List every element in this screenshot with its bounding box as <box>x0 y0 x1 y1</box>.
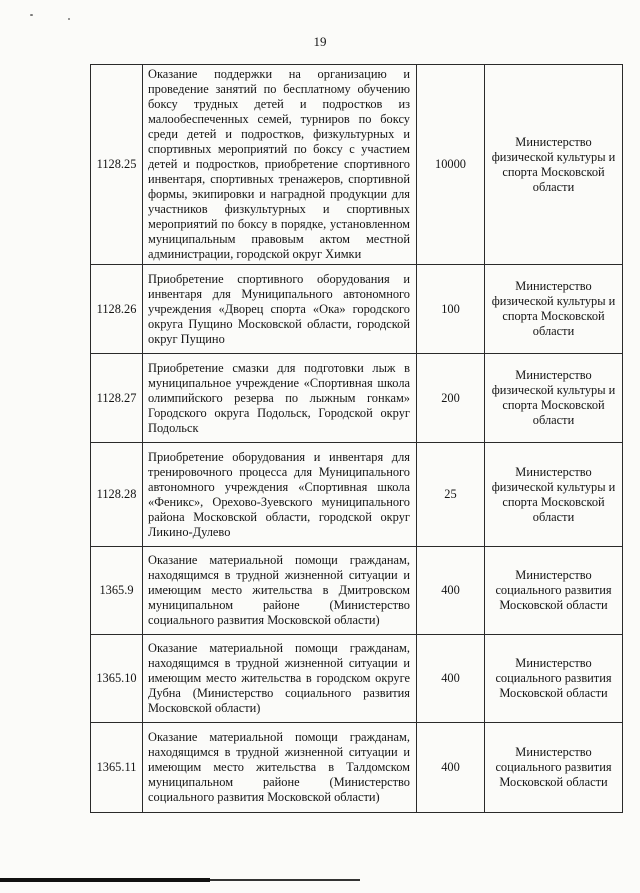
row-ministry: Министерство физической культуры и спорта Московской области <box>485 265 623 354</box>
row-description: Оказание материальной помощи гражданам, находящимся в трудной жизненной ситуации и имеющим место жительства в Дмитровском муниципальном районе (Министерство социального развития Московской области) <box>143 547 417 635</box>
row-amount: 400 <box>417 635 485 723</box>
row-amount: 400 <box>417 723 485 813</box>
row-description: Оказание материальной помощи гражданам, находящимся в трудной жизненной ситуации и имеющим место жительства в Талдомском муниципальном районе (Министерство социального развития Московской области) <box>143 723 417 813</box>
page-number: 19 <box>313 34 327 49</box>
scan-edge-bar <box>0 878 210 882</box>
row-amount: 25 <box>417 443 485 547</box>
table-row <box>91 65 623 265</box>
table-row <box>91 354 623 443</box>
table-row <box>91 265 623 354</box>
row-description: Оказание поддержки на организацию и проведение занятий по бесплатному обучению боксу трудных детей и подростков из малообеспеченных семей, турниров по боксу среди детей и подростков, физкультурных и спортивных мероприятий по боксу с участием детей и подростков, приобретение спортивного инвентаря, спортивных тренажеров, спортивной формы, экипировки и наградной продукции для участников физкультурных и спортивных мероприятий по боксу в порядке, установленном муниципальным правовым актом местной администрации, городской округ Химки <box>143 65 417 265</box>
row-description: Приобретение смазки для подготовки лыж в муниципальное учреждение «Спортивная школа олимпийского резерва по лыжным гонкам» Городского округа Подольск, Городской округ Подольск <box>143 354 417 443</box>
row-code: 1128.28 <box>91 443 143 547</box>
row-code: 1365.10 <box>91 635 143 723</box>
allocation-table <box>90 64 623 813</box>
row-ministry: Министерство социального развития Московской области <box>485 547 623 635</box>
row-description: Оказание материальной помощи гражданам, находящимся в трудной жизненной ситуации и имеющим место жительства в городском округе Дубна (Министерство социального развития Московской области) <box>143 635 417 723</box>
table-row <box>91 635 623 723</box>
row-description: Приобретение спортивного оборудования и инвентаря для Муниципального автономного учреждения «Дворец спорта «Ока» городского округа Пущино Московской области, городской округ Пущино <box>143 265 417 354</box>
scan-edge-bar <box>210 879 360 881</box>
row-ministry: Министерство социального развития Московской области <box>485 723 623 813</box>
row-code: 1128.25 <box>91 65 143 265</box>
row-code: 1128.27 <box>91 354 143 443</box>
scan-speck <box>30 14 33 16</box>
scan-speck <box>68 18 70 20</box>
row-ministry: Министерство физической культуры и спорта Московской области <box>485 65 623 265</box>
row-amount: 100 <box>417 265 485 354</box>
table-row <box>91 723 623 813</box>
row-ministry: Министерство физической культуры и спорта Московской области <box>485 443 623 547</box>
row-description: Приобретение оборудования и инвентаря для тренировочного процесса для Муниципального автономного учреждения «Спортивная школа «Феникс», Орехово-Зуевского муниципального района Московской области, городской округ Ликино-Дулево <box>143 443 417 547</box>
row-ministry: Министерство физической культуры и спорта Московской области <box>485 354 623 443</box>
row-amount: 200 <box>417 354 485 443</box>
row-code: 1128.26 <box>91 265 143 354</box>
table-row <box>91 443 623 547</box>
row-amount: 400 <box>417 547 485 635</box>
row-code: 1365.9 <box>91 547 143 635</box>
table-row <box>91 547 623 635</box>
row-ministry: Министерство социального развития Московской области <box>485 635 623 723</box>
row-amount: 10000 <box>417 65 485 265</box>
row-code: 1365.11 <box>91 723 143 813</box>
